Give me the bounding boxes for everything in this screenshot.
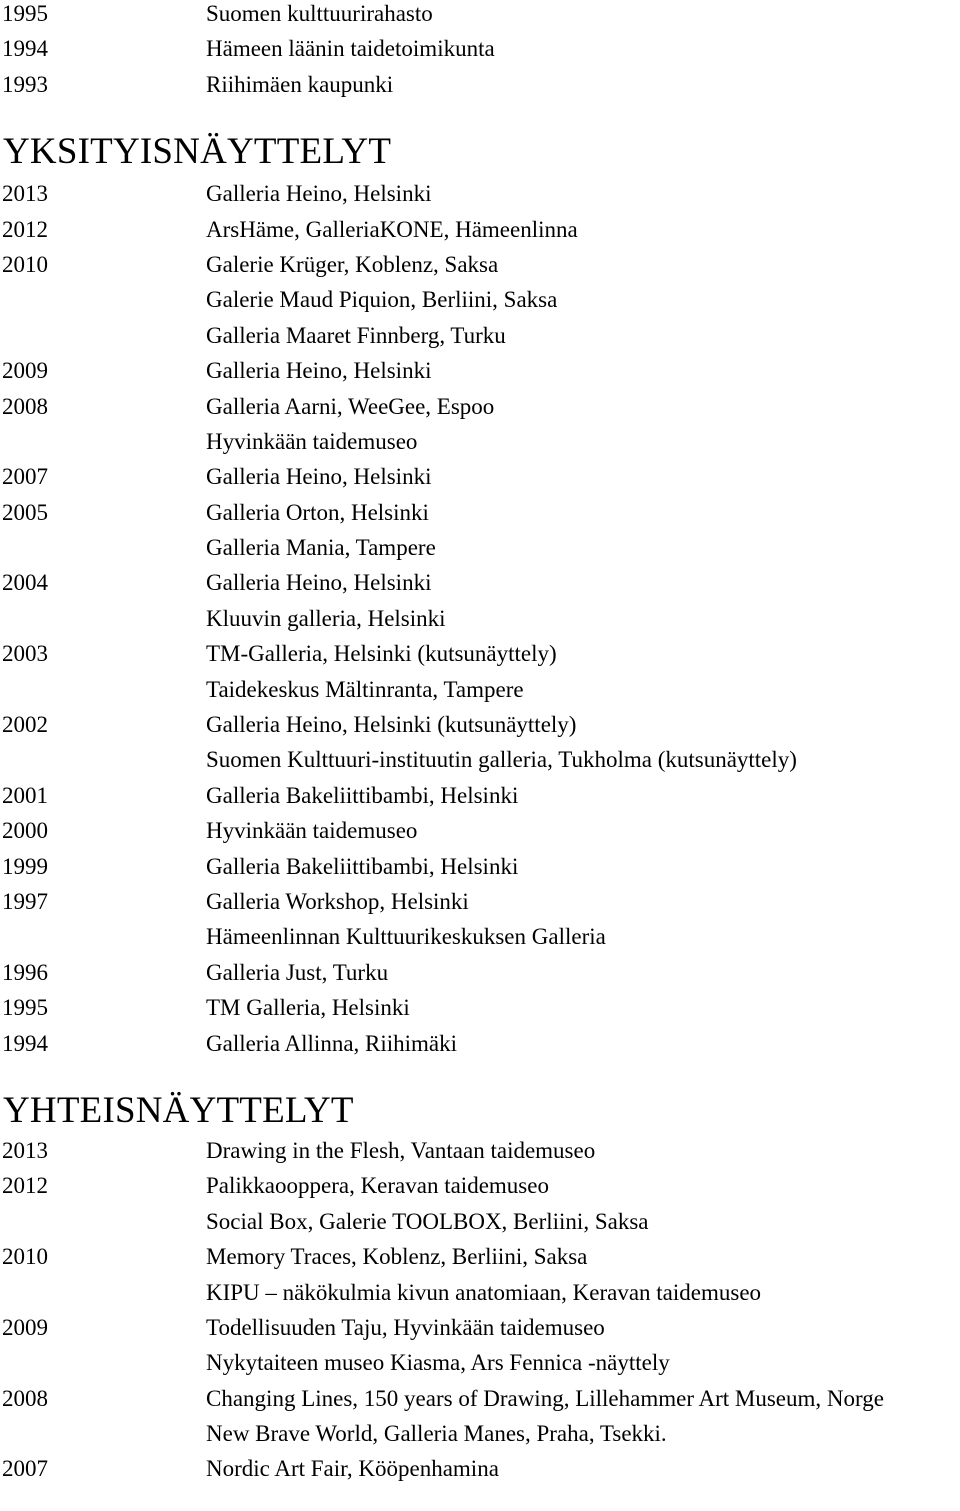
entry-text: Galleria Bakeliittibambi, Helsinki	[206, 853, 519, 879]
entry-text: Kluuvin galleria, Helsinki	[206, 605, 446, 631]
entry-text: Galleria Heino, Helsinki	[206, 181, 432, 207]
solo-exhibition-row	[0, 711, 960, 746]
group-exhibition-row	[0, 1243, 960, 1278]
entry-text: KIPU – näkökulmia kivun anatomiaan, Keravan taidemuseo	[206, 1279, 762, 1305]
entry-year: 2002	[2, 712, 48, 738]
entry-text: Suomen kulttuurirahasto	[206, 1, 433, 26]
entry-text: Galerie Maud Piquion, Berliini, Saksa	[206, 287, 558, 313]
entry-text: Drawing in the Flesh, Vantaan taidemuseo	[206, 1137, 596, 1163]
entry-text: Hämeen läänin taidetoimikunta	[206, 36, 495, 62]
entry-text: Galleria Allinna, Riihimäki	[206, 1030, 458, 1056]
entry-year: 2004	[2, 570, 48, 596]
entry-year: 2013	[2, 1137, 48, 1163]
entry-text: Galleria Heino, Helsinki (kutsunäyttely)	[206, 712, 577, 738]
entry-year: 2009	[2, 1314, 48, 1340]
solo-exhibition-row	[0, 782, 960, 817]
entry-text: Changing Lines, 150 years of Drawing, Lillehammer Art Museum, Norge	[206, 1385, 884, 1411]
entry-text: Hyvinkään taidemuseo	[206, 818, 418, 844]
entry-text: TM Galleria, Helsinki	[206, 995, 410, 1021]
group-exhibition-row	[0, 1137, 960, 1172]
entry-year: 2008	[2, 1385, 48, 1411]
solo-exhibition-row	[0, 463, 960, 498]
entry-year: 2012	[2, 216, 48, 242]
entry-text: Galleria Mania, Tampere	[206, 535, 436, 561]
solo-exhibition-row	[0, 959, 960, 994]
entry-year: 1994	[2, 1030, 48, 1056]
entry-text: Social Box, Galerie TOOLBOX, Berliini, Saksa	[206, 1208, 649, 1234]
solo-exhibition-row	[0, 393, 960, 428]
solo-exhibition-row	[0, 357, 960, 392]
solo-exhibition-row	[0, 817, 960, 852]
entry-year: 2007	[2, 464, 48, 490]
entry-text: Galleria Heino, Helsinki	[206, 358, 432, 384]
entry-year: 2003	[2, 641, 48, 667]
solo-exhibition-row	[0, 251, 960, 286]
grants-list	[0, 0, 960, 106]
entry-text: Galleria Maaret Finnberg, Turku	[206, 322, 506, 348]
solo-exhibitions-heading: YKSITYISNÄYTTELYT	[3, 131, 392, 173]
group-exhibition-row	[0, 1279, 960, 1314]
entry-text: Nykytaiteen museo Kiasma, Ars Fennica -näyttely	[206, 1350, 670, 1376]
group-exhibition-row	[0, 1314, 960, 1349]
group-exhibitions-list	[0, 1137, 960, 1491]
entry-text: Galleria Orton, Helsinki	[206, 499, 429, 525]
solo-exhibition-row	[0, 180, 960, 215]
entry-text: TM-Galleria, Helsinki (kutsunäyttely)	[206, 641, 557, 667]
solo-exhibition-row	[0, 853, 960, 888]
entry-text: Galleria Bakeliittibambi, Helsinki	[206, 782, 519, 808]
entry-text: Galleria Just, Turku	[206, 959, 389, 985]
entry-text: Galleria Workshop, Helsinki	[206, 888, 469, 914]
entry-text: Palikkaooppera, Keravan taidemuseo	[206, 1173, 549, 1199]
entry-text: New Brave World, Galleria Manes, Praha, Tsekki.	[206, 1421, 667, 1447]
entry-year: 2007	[2, 1456, 48, 1482]
entry-year: 2005	[2, 499, 48, 525]
solo-exhibition-row	[0, 888, 960, 923]
entry-text: Riihimäen kaupunki	[206, 71, 394, 97]
solo-exhibition-row	[0, 428, 960, 463]
grant-row	[0, 0, 960, 35]
entry-year: 2001	[2, 782, 48, 808]
entry-text: Galleria Aarni, WeeGee, Espoo	[206, 393, 495, 419]
entry-year: 2008	[2, 393, 48, 419]
entry-text: Todellisuuden Taju, Hyvinkään taidemuseo	[206, 1314, 605, 1340]
entry-year: 1995	[2, 995, 48, 1021]
entry-year: 1997	[2, 888, 48, 914]
grant-row	[0, 35, 960, 70]
solo-exhibitions-list	[0, 180, 960, 1065]
group-exhibition-row	[0, 1455, 960, 1490]
solo-exhibition-row	[0, 994, 960, 1029]
entry-text: Memory Traces, Koblenz, Berliini, Saksa	[206, 1244, 588, 1270]
entry-year: 1994	[2, 36, 48, 62]
entry-year: 2010	[2, 251, 48, 277]
entry-year: 2000	[2, 818, 48, 844]
solo-exhibition-row	[0, 605, 960, 640]
entry-text: Galerie Krüger, Koblenz, Saksa	[206, 251, 499, 277]
group-exhibition-row	[0, 1172, 960, 1207]
entry-text: Nordic Art Fair, Kööpenhamina	[206, 1456, 499, 1482]
solo-exhibition-row	[0, 676, 960, 711]
group-exhibition-row	[0, 1208, 960, 1243]
solo-exhibition-row	[0, 499, 960, 534]
entry-year: 2010	[2, 1244, 48, 1270]
entry-year: 2013	[2, 181, 48, 207]
entry-text: Galleria Heino, Helsinki	[206, 570, 432, 596]
solo-exhibition-row	[0, 322, 960, 357]
entry-year: 1993	[2, 71, 48, 97]
solo-exhibition-row	[0, 746, 960, 781]
group-exhibition-row	[0, 1385, 960, 1420]
entry-text: Suomen Kulttuuri-instituutin galleria, Tukholma (kutsunäyttely)	[206, 747, 797, 773]
solo-exhibition-row	[0, 569, 960, 604]
entry-year: 1996	[2, 959, 48, 985]
group-exhibitions-heading: YHTEISNÄYTTELYT	[3, 1089, 354, 1131]
group-exhibition-row	[0, 1349, 960, 1384]
solo-exhibition-row	[0, 534, 960, 569]
entry-year: 2009	[2, 358, 48, 384]
group-exhibition-row	[0, 1420, 960, 1455]
entry-year: 1995	[2, 1, 48, 26]
entry-year: 1999	[2, 853, 48, 879]
entry-text: ArsHäme, GalleriaKONE, Hämeenlinna	[206, 216, 578, 242]
entry-text: Taidekeskus Mältinranta, Tampere	[206, 676, 524, 702]
solo-exhibition-row	[0, 1030, 960, 1065]
solo-exhibition-row	[0, 923, 960, 958]
solo-exhibition-row	[0, 286, 960, 321]
entry-text: Galleria Heino, Helsinki	[206, 464, 432, 490]
entry-text: Hyvinkään taidemuseo	[206, 428, 418, 454]
entry-text: Hämeenlinnan Kulttuurikeskuksen Galleria	[206, 924, 606, 950]
grant-row	[0, 71, 960, 106]
entry-year: 2012	[2, 1173, 48, 1199]
solo-exhibition-row	[0, 640, 960, 675]
solo-exhibition-row	[0, 216, 960, 251]
